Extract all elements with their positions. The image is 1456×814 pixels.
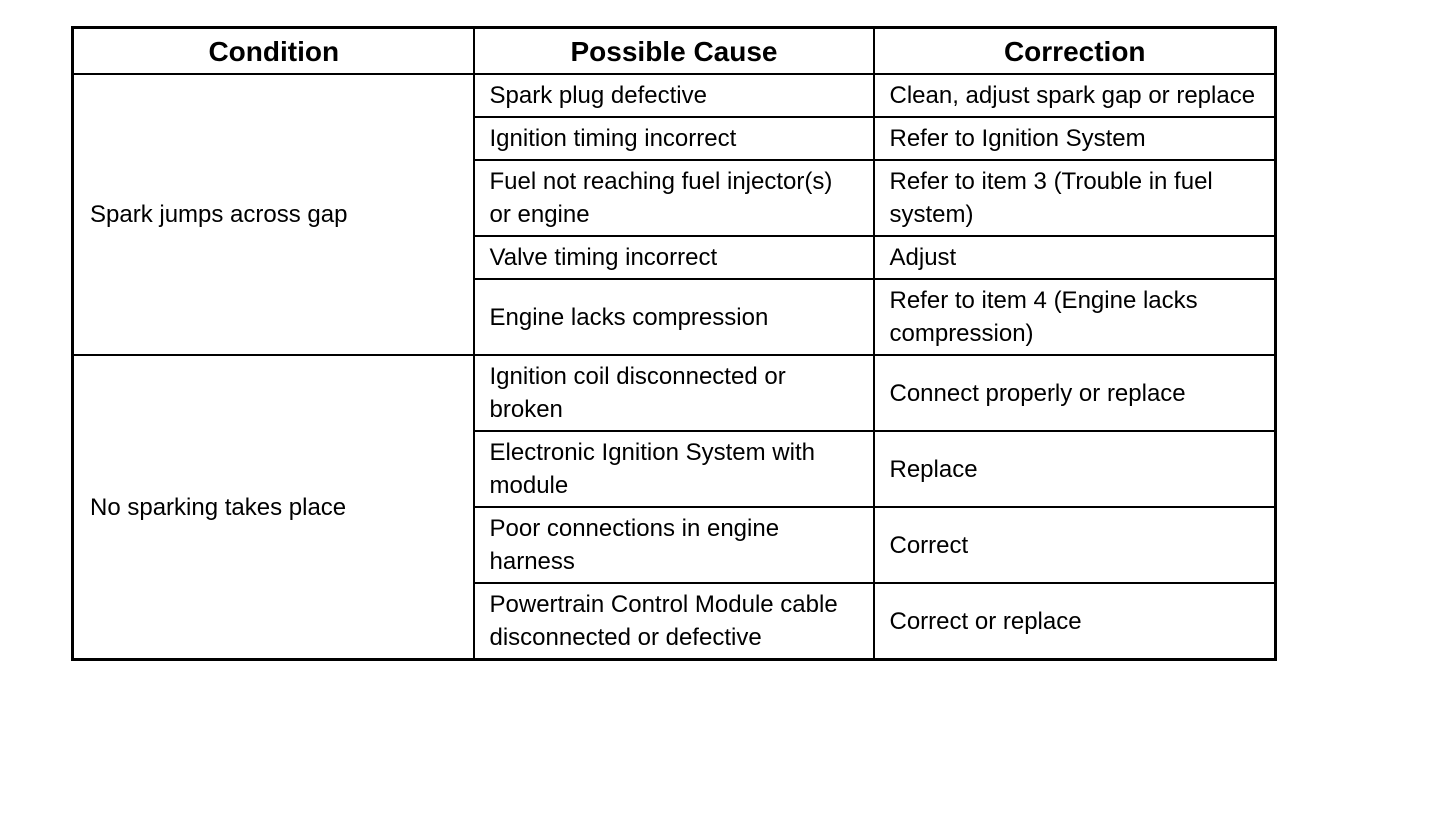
cause-cell: Powertrain Control Module cable disconnected or defective [474, 583, 874, 660]
correction-cell: Clean, adjust spark gap or replace [874, 74, 1276, 117]
header-correction: Correction [874, 28, 1276, 75]
correction-cell: Correct [874, 507, 1276, 583]
cause-cell: Engine lacks compression [474, 279, 874, 355]
correction-cell: Refer to Ignition System [874, 117, 1276, 160]
cause-cell: Spark plug defective [474, 74, 874, 117]
correction-cell: Adjust [874, 236, 1276, 279]
condition-cell: No sparking takes place [73, 355, 474, 660]
cause-cell: Ignition coil disconnected or broken [474, 355, 874, 431]
correction-cell: Refer to item 3 (Trouble in fuel system) [874, 160, 1276, 236]
header-possible-cause: Possible Cause [474, 28, 874, 75]
table-row [73, 74, 1276, 117]
header-row [73, 28, 1276, 75]
cause-cell: Ignition timing incorrect [474, 117, 874, 160]
correction-cell: Correct or replace [874, 583, 1276, 660]
cause-cell: Fuel not reaching fuel injector(s) or engine [474, 160, 874, 236]
correction-cell: Refer to item 4 (Engine lacks compression) [874, 279, 1276, 355]
troubleshooting-table [71, 26, 1277, 661]
cause-cell: Electronic Ignition System with module [474, 431, 874, 507]
cause-cell: Valve timing incorrect [474, 236, 874, 279]
correction-cell: Connect properly or replace [874, 355, 1276, 431]
cause-cell: Poor connections in engine harness [474, 507, 874, 583]
table-row [73, 355, 1276, 431]
condition-cell: Spark jumps across gap [73, 74, 474, 355]
header-condition: Condition [73, 28, 474, 75]
correction-cell: Replace [874, 431, 1276, 507]
